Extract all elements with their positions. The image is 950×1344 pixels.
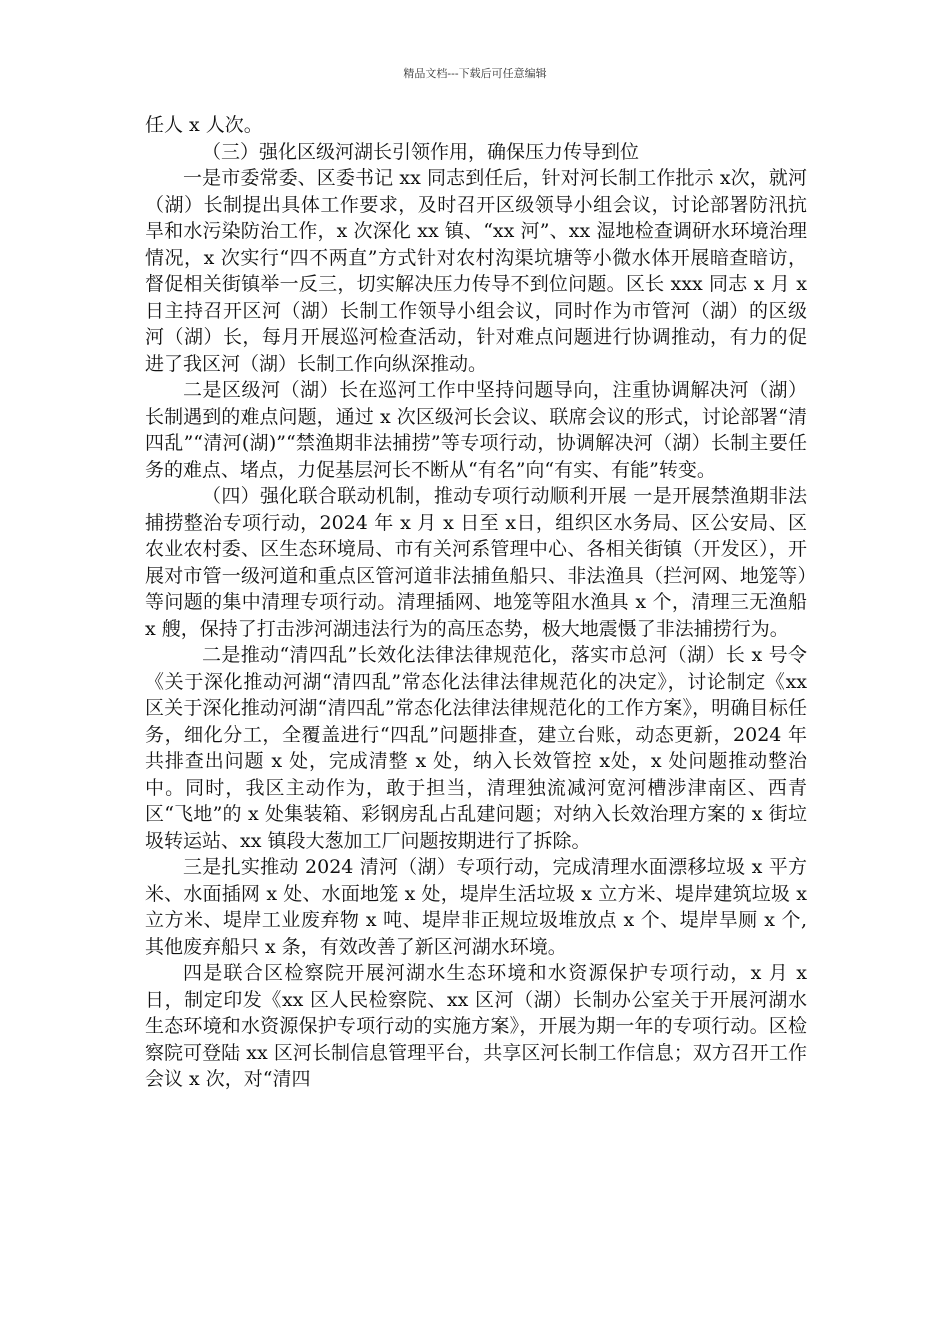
- page-header: 精品文档---下载后可任意编辑: [403, 67, 547, 80]
- document-body: [145, 112, 807, 1093]
- paragraph: 一是市委常委、区委书记 xx 同志到任后，针对河长制工作批示 x次，就河（湖）长制提出具体工作要求，及时召开区级领导小组会议，讨论部署防汛抗旱和水污染防治工作，x 次深化 xx 镇、“xx 河”、xx 湿地检查调研水环境治理情况，x 次实行“四不两直”方式针对农村沟渠坑塘等小微水体开展暗查暗访，督促相关街镇举一反三，切实解决压力传导不到位问题。区长 xxx 同志 x 月 x 日主持召开区河（湖）长制工作领导小组会议，同时作为市管河（湖）的区级河（湖）长，每月开展巡河检查活动，针对难点问题进行协调推动，有力的促进了我区河（湖）长制工作向纵深推动。: [145, 167, 807, 375]
- section-heading-4: （四）强化联合联动机制，推动专项行动顺利开展 一是开展禁渔期非法捕捞整治专项行动，2024 年 x 月 x 日至 x日，组织区水务局、区公安局、区农业农村委、区生态环境局、市有关河系管理中心、各相关街镇（开发区），开展对市管一级河道和重点区管河道非法捕鱼船只、非法渔具（拦河网、地笼等）等问题的集中清理专项行动。清理插网、地笼等阻水渔具 x 个，清理三无渔船 x 艘，保持了打击涉河湖违法行为的高压态势，极大地震慑了非法捕捞行为。: [145, 485, 807, 640]
- paragraph-continuation: 任人 x 人次。: [145, 114, 263, 136]
- paragraph: 二是推动“清四乱”长效化法律法律规范化，落实市总河（湖）长 x 号令《关于深化推动河湖“清四乱”常态化法律法律规范化的决定》，讨论制定《xx 区关于深化推动河湖“清四乱”常态化法律法律规范化的工作方案》，明确目标任务，细化分工，全覆盖进行“四乱”问题排查，建立台账，动态更新，2024 年共排查出问题 x 处，完成清整 x 处，纳入长效管控 x处，x 处问题推动整治中。同时，我区主动作为，敢于担当，清理独流减河宽河槽涉津南区、西青区“飞地”的 x 处集装箱、彩钢房乱占乱建问题；对纳入长效治理方案的 x 街垃圾转运站、xx 镇段大葱加工厂问题按期进行了拆除。: [145, 644, 807, 852]
- paragraph: 二是区级河（湖）长在巡河工作中坚持问题导向，注重协调解决河（湖）长制遇到的难点问题，通过 x 次区级河长会议、联席会议的形式，讨论部署“清四乱”“清河(湖)”“禁渔期非法捕捞”等专项行动，协调解决河（湖）长制主要任务的难点、堵点，力促基层河长不断从“有名”向“有实、有能”转变。: [145, 379, 807, 481]
- section-heading-3: （三）强化区级河湖长引领作用，确保压力传导到位: [202, 140, 640, 163]
- paragraph: 四是联合区检察院开展河湖水生态环境和水资源保护专项行动，x 月 x 日，制定印发《xx 区人民检察院、xx 区河（湖）长制办公室关于开展河湖水生态环境和水资源保护专项行动的实施方案》，开展为期一年的专项行动。区检察院可登陆 xx 区河长制信息管理平台，共享区河长制工作信息；双方召开工作会议 x 次，对“清四: [145, 962, 807, 1090]
- paragraph: 三是扎实推动 2024 清河（湖）专项行动，完成清理水面漂移垃圾 x 平方米、水面插网 x 处、水面地笼 x 处，堤岸生活垃圾 x 立方米、堤岸建筑垃圾 x 立方米、堤岸工业废弃物 x 吨、堤岸非正规垃圾堆放点 x 个、堤岸旱厕 x 个,其他废弃船只 x 条，有效改善了新区河湖水环境。: [145, 856, 807, 958]
